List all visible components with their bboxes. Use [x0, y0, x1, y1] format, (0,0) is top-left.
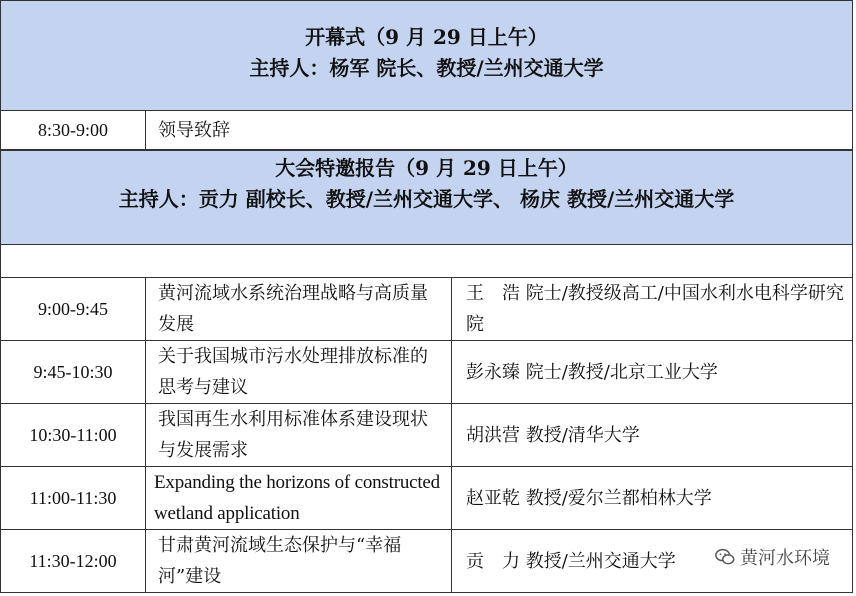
title-cell: 我国再生水利用标准体系建设现状与发展需求 [145, 404, 451, 466]
speaker-cell: 彭永臻 院士/教授/北京工业大学 [451, 341, 852, 403]
title-cell: 领导致辞 [145, 111, 852, 149]
opening-row [0, 111, 853, 150]
keynote-title: 大会特邀报告（9 月 29 日上午） [275, 156, 578, 180]
table-row [0, 467, 853, 530]
time-cell: 11:30-12:00 [29, 550, 117, 571]
opening-title: 开幕式（9 月 29 日上午） [305, 25, 548, 49]
watermark [714, 544, 830, 570]
wechat-icon [714, 546, 736, 568]
time-cell: 11:00-11:30 [29, 487, 117, 508]
table-row [0, 278, 853, 341]
table-row [0, 341, 853, 404]
opening-header [0, 0, 853, 111]
time-cell: 9:00-9:45 [38, 298, 108, 319]
time-cell: 9:45-10:30 [33, 361, 113, 382]
blank-row [0, 245, 853, 278]
time-cell: 8:30-9:00 [38, 119, 108, 140]
keynote-host: 主持人：贡力 副校长、教授/兰州交通大学、 杨庆 教授/兰州交通大学 [118, 187, 735, 211]
keynote-header [0, 150, 853, 245]
title-cell: 甘肃黄河流域生态保护与“幸福河”建设 [145, 530, 451, 592]
title-cell: 黄河流域水系统治理战略与高质量发展 [145, 278, 451, 340]
speaker-cell: 贡 力 教授/兰州交通大学 [451, 530, 852, 592]
title-cell: Expanding the horizons of constructed wetland application [145, 467, 451, 529]
time-cell: 10:30-11:00 [29, 424, 117, 445]
title-cell: 关于我国城市污水处理排放标准的思考与建议 [145, 341, 451, 403]
watermark-text: 黄河水环境 [740, 548, 830, 569]
table-row [0, 404, 853, 467]
speaker-cell: 胡洪营 教授/清华大学 [451, 404, 852, 466]
speaker-cell: 赵亚乾 教授/爱尔兰都柏林大学 [451, 467, 852, 529]
speaker-cell: 王 浩 院士/教授级高工/中国水利水电科学研究院 [451, 278, 852, 340]
opening-host: 主持人：杨军 院长、教授/兰州交通大学 [249, 56, 604, 80]
